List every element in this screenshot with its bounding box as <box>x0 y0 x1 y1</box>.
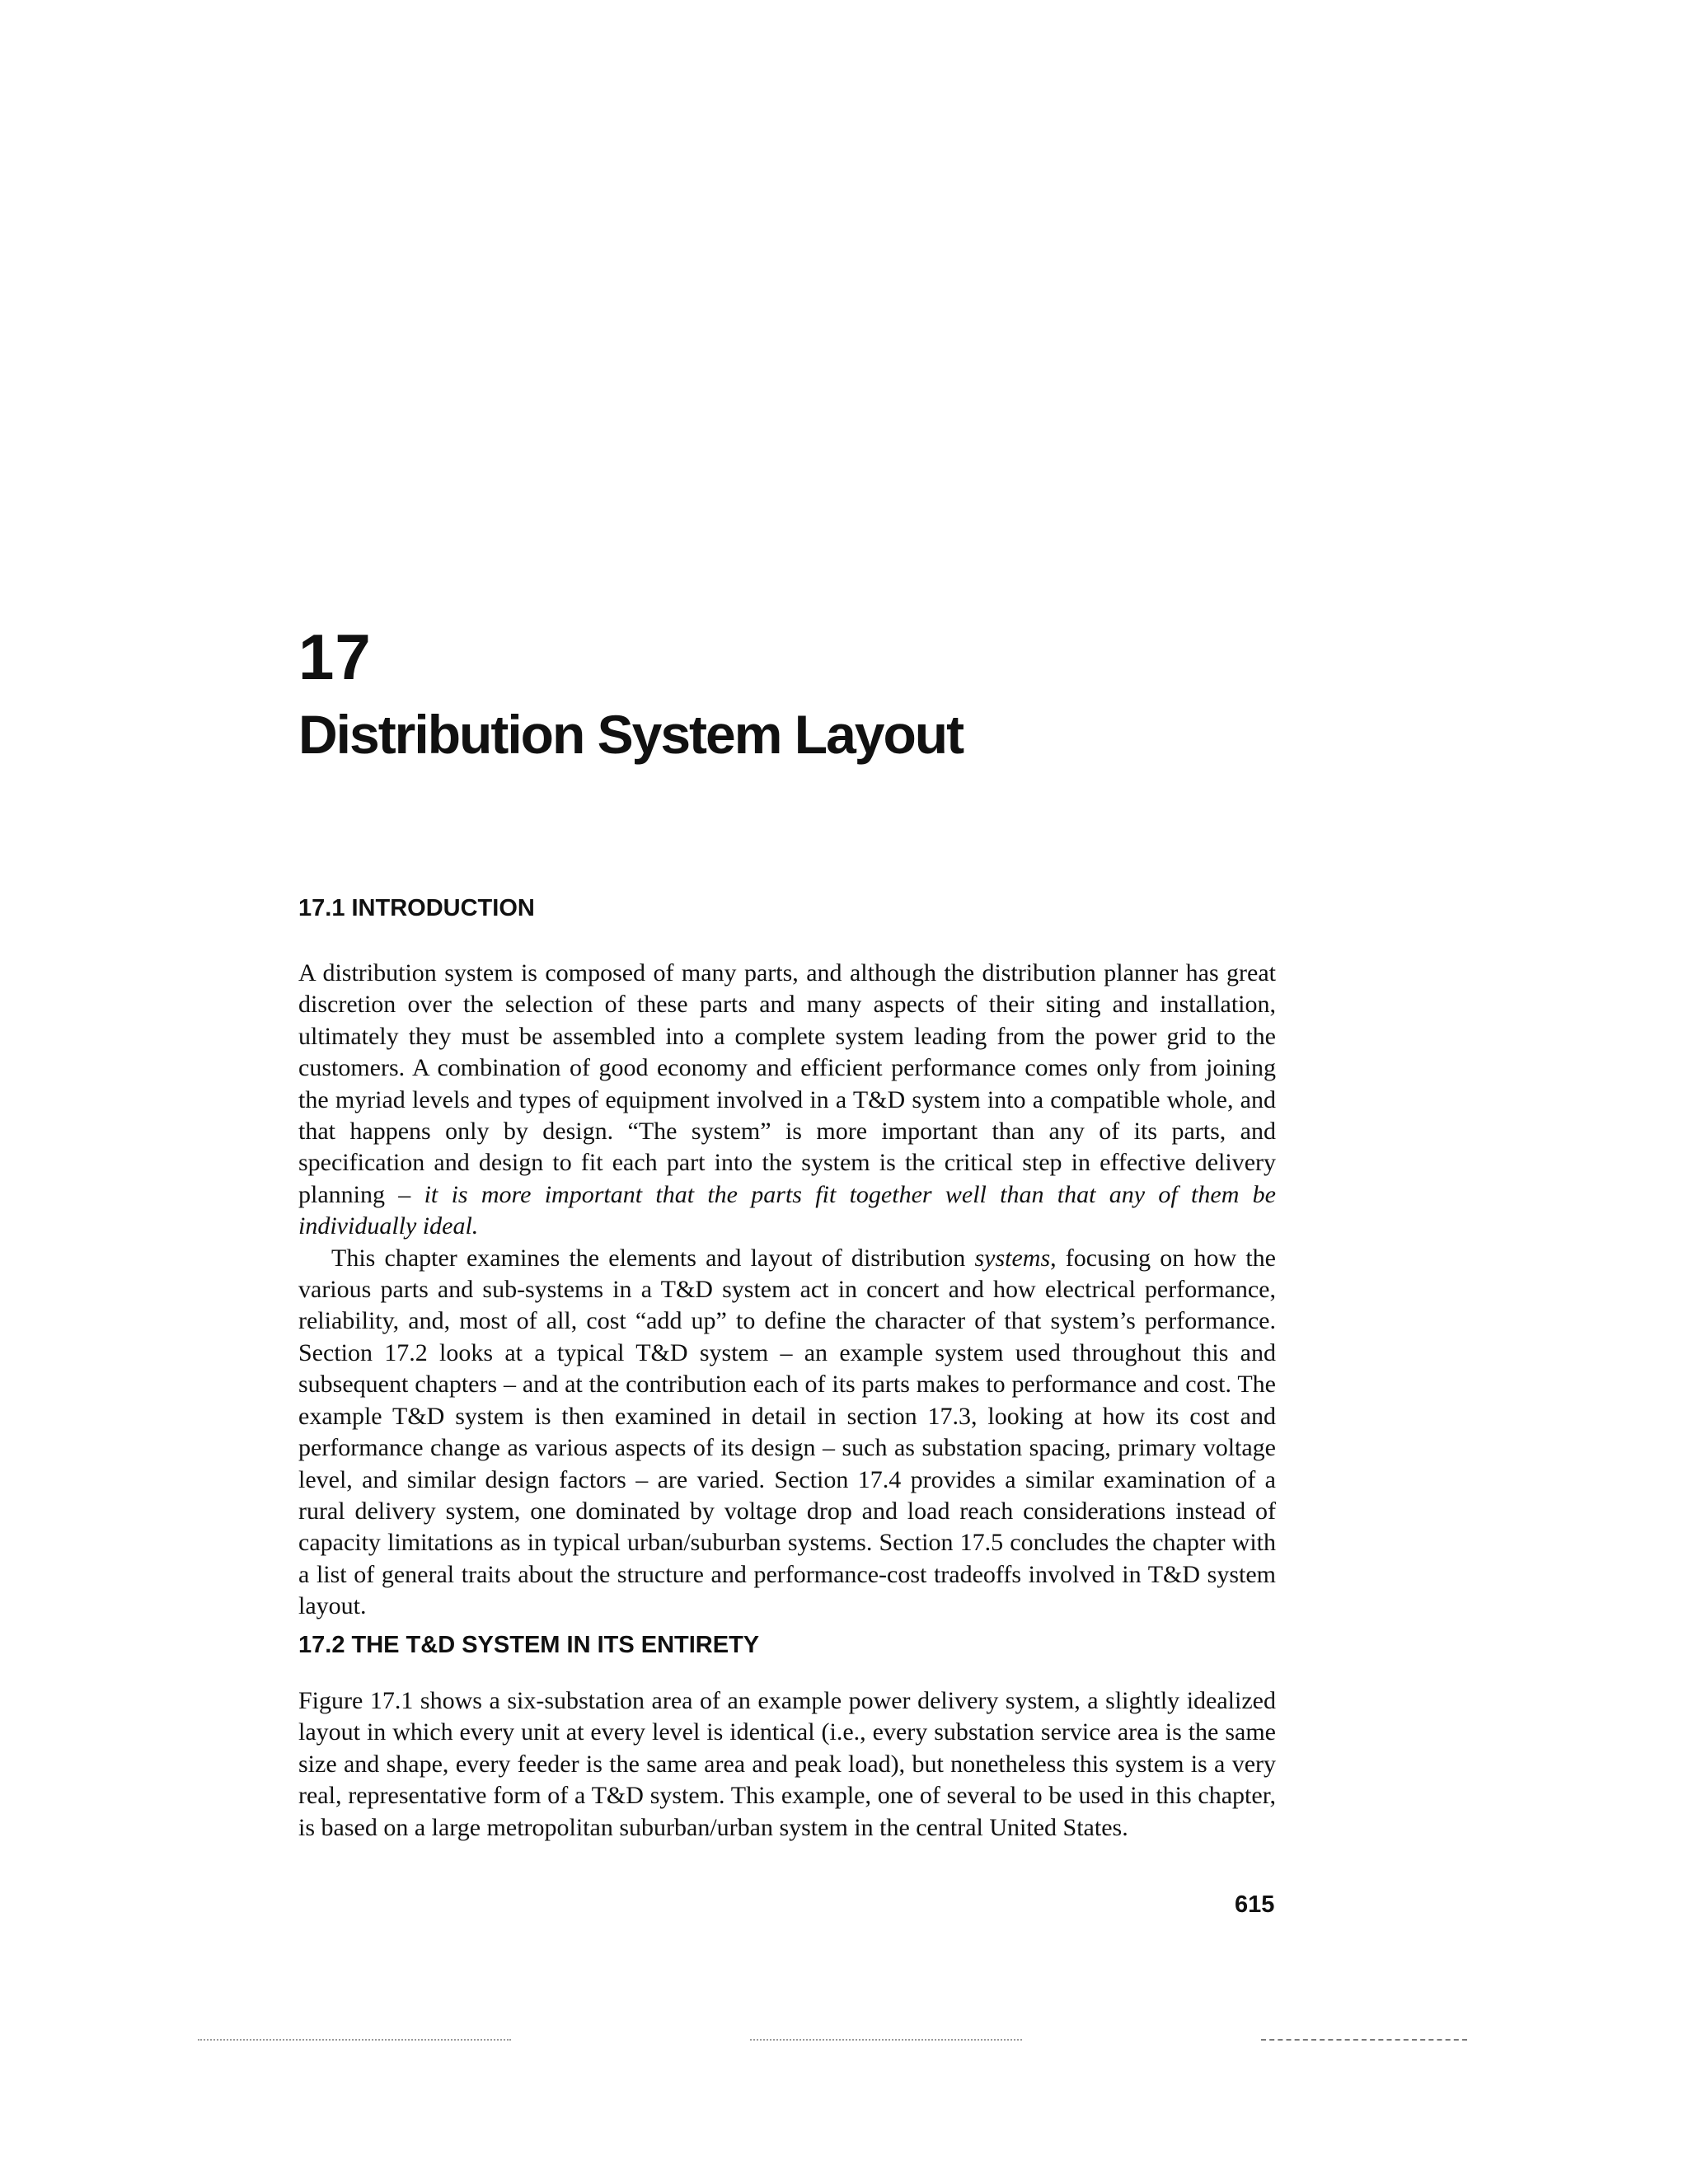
paragraph <box>298 1685 1276 1844</box>
paragraph-text: This chapter examines the elements and layout of distribution <box>331 1244 975 1272</box>
scan-artifact-line <box>750 2039 1022 2041</box>
emphasis-text: it is more important that the parts fit together well than that any of them be individually ideal. <box>298 1180 1276 1240</box>
paragraph <box>298 1243 1276 1623</box>
td-system-body <box>298 1685 1276 1844</box>
page-number: 615 <box>1235 1891 1275 1918</box>
emphasis-text: systems <box>974 1244 1051 1272</box>
scan-artifact-line <box>198 2039 511 2041</box>
paragraph-text: Figure 17.1 shows a six-substation area of an example power delivery system, a slightly idealized layout in which every unit at every level is identical (i.e., every substation service area is the same size and shape, every feeder is the same area and peak load), but nonetheless this system is a very real, representative form of a T&D system. This example, one of several to be used in this chapter, is based on a large metropolitan suburban/urban system in the central United States. <box>298 1687 1276 1841</box>
paragraph-text: A distribution system is composed of many parts, and although the distribution planner has great discretion over the selection of these parts and many aspects of their siting and installation, ultimately they must be assembled into a complete system leading from the power grid to the customers. A combination of good economy and efficient performance comes only from joining the myriad levels and types of equipment involved in a T&D system into a compatible whole, and that happens only by design. “The system” is more important than any of its parts, and specification and design to fit each part into the system is the critical step in effective delivery planning – <box>298 959 1276 1208</box>
chapter-title: Distribution System Layout <box>298 704 964 765</box>
paragraph <box>298 958 1276 1243</box>
introduction-body <box>298 958 1276 1623</box>
paragraph-text: , focusing on how the various parts and sub-systems in a T&D system act in concert and how electrical performance, reliability, and, most of all, cost “add up” to define the character of that system’s performance. Section 17.2 looks at a typical T&D system – an example system used throughout this and subsequent chapters – and at the contribution each of its parts makes to performance and cost. The example T&D system is then examined in detail in section 17.3, looking at how its cost and performance change as various aspects of its design – such as substation spacing, primary voltage level, and similar design factors – are varied. Section 17.4 provides a similar examination of a rural delivery system, one dominated by voltage drop and load reach considerations instead of capacity limitations as in typical urban/suburban systems. Section 17.5 concludes the chapter with a list of general traits about the structure and performance-cost tradeoffs involved in T&D system layout. <box>298 1244 1276 1620</box>
section-heading-introduction: 17.1 INTRODUCTION <box>298 895 535 921</box>
section-heading-td-system: 17.2 THE T&D SYSTEM IN ITS ENTIRETY <box>298 1632 760 1658</box>
scan-artifact-line <box>1261 2039 1467 2041</box>
chapter-number: 17 <box>298 621 372 693</box>
